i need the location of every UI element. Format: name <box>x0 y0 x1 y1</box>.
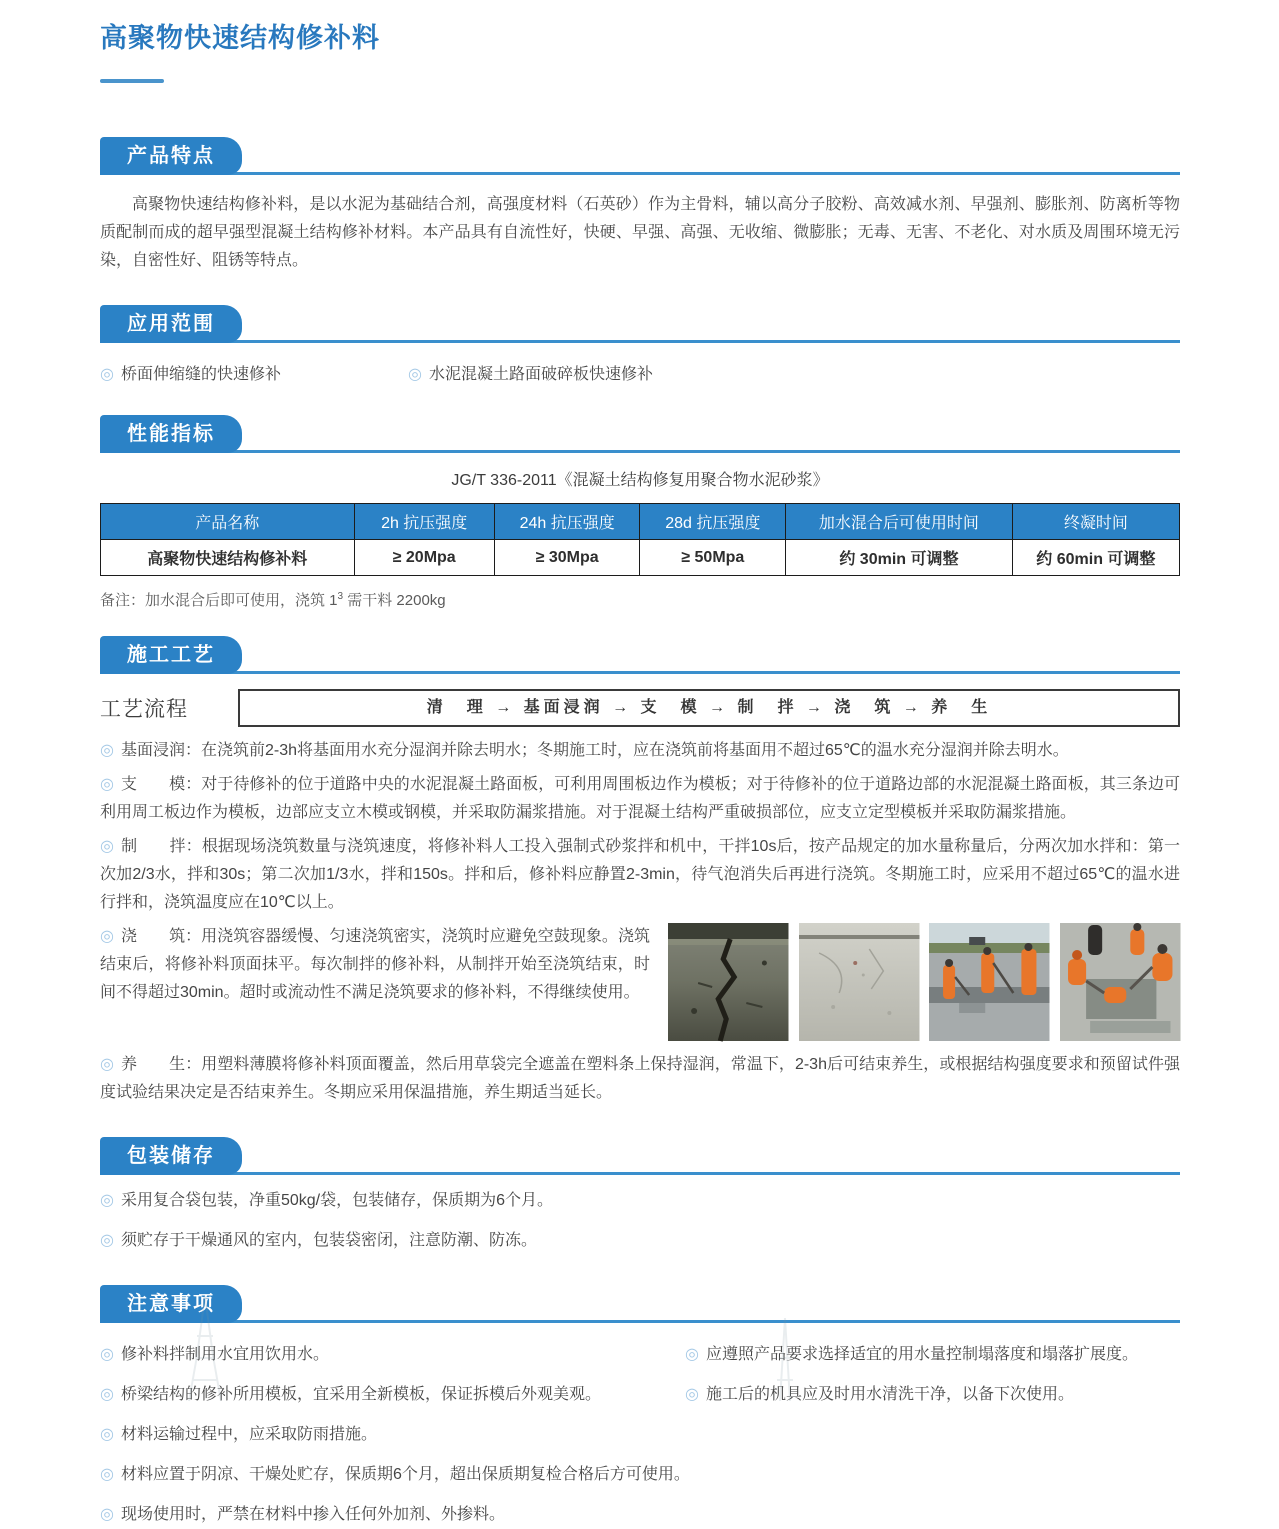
section-header-line <box>100 1172 1180 1175</box>
tower-watermark <box>770 1318 800 1406</box>
section-header <box>100 137 1180 175</box>
table-cell: 约 30min 可调整 <box>786 540 1013 576</box>
application-items <box>100 361 1180 389</box>
process-flow-row <box>100 689 1180 727</box>
features-paragraph: 高聚物快速结构修补料，是以水泥为基础结合剂，高强度材料（石英砂）作为主骨料，辅以高分子胶粉、高效减水剂、早强剂、膨胀剂、防离析等物质配制而成的超早强型混凝土结构修补材料。本产品具有自流性好，快硬、早强、高强、无收缩、微膨胀；无毒、无害、不老化、对水质及周围环境无污染，自密性好、阻锈等特点。 <box>100 196 1180 269</box>
concrete-surface-photo <box>799 923 920 1041</box>
section-heading-performance: 性能指标 <box>100 415 242 453</box>
storage-item-text: 须贮存于干燥通风的室内，包装袋密闭，注意防潮、防冻。 <box>120 1232 537 1249</box>
section-header-line <box>100 450 1180 453</box>
photo-strip <box>668 923 1180 1041</box>
process-step-soaking <box>100 737 1180 765</box>
process-step-formwork <box>100 771 1180 827</box>
application-item <box>408 361 653 389</box>
section-heading-application: 应用范围 <box>100 305 242 343</box>
process-step-text: 浇 筑：用浇筑容器缓慢、匀速浇筑密实，浇筑时应避免空鼓现象。浇筑结束后，将修补料顶面抹平。每次制拌的修补料，从制拌开始至浇筑结束，时间不得超过30min。超时或流动性不满足浇筑要求的修补料，不得继续使用。 <box>100 928 650 1001</box>
table-note <box>100 589 1180 610</box>
table-cell: ≥ 20Mpa <box>354 540 494 576</box>
page-title: 高聚物快速结构修补料 <box>100 23 380 53</box>
section-precautions <box>100 1285 1180 1529</box>
precautions-full-list <box>100 1421 1180 1529</box>
ring-bullet-icon: ◎ <box>100 1466 114 1483</box>
process-flow-label: 工艺流程 <box>100 698 188 721</box>
section-header <box>100 1137 1180 1175</box>
table-cell: ≥ 30Mpa <box>494 540 640 576</box>
storage-item <box>100 1227 1180 1255</box>
section-heading-process: 施工工艺 <box>100 636 242 674</box>
tower-watermark <box>175 1296 235 1406</box>
table-cell: ≥ 50Mpa <box>640 540 786 576</box>
precaution-item <box>685 1381 1180 1409</box>
ring-bullet-icon: ◎ <box>100 1192 114 1209</box>
ring-bullet-icon: ◎ <box>685 1386 699 1403</box>
process-step-text: 养 生：用塑料薄膜将修补料顶面覆盖，然后用草袋完全遮盖在塑料条上保持湿润，常温下，2-3h后可结束养生，或根据结构强度要求和预留试件强度试验结果决定是否结束养生。冬期应采用保温措施，养生期适当延长。 <box>100 1056 1180 1101</box>
storage-item-text: 采用复合袋包装，净重50kg/袋，包装储存，保质期为6个月。 <box>120 1192 554 1209</box>
section-header-line <box>100 671 1180 674</box>
note-superscript: 3 <box>337 591 344 602</box>
storage-item <box>100 1187 1180 1215</box>
note-text: 需干料 2200kg <box>343 592 446 609</box>
table-header-cell: 产品名称 <box>101 504 355 540</box>
ring-bullet-icon: ◎ <box>100 1426 114 1443</box>
precaution-item <box>100 1421 1180 1449</box>
precaution-item-text: 材料运输过程中，应采取防雨措施。 <box>120 1426 377 1443</box>
precaution-item <box>100 1501 1180 1529</box>
precautions-grid <box>100 1329 1180 1409</box>
section-header <box>100 305 1180 343</box>
patch-repair-crew-illustration <box>1060 923 1181 1041</box>
process-steps <box>100 737 1180 1107</box>
section-heading-precautions: 注意事项 <box>100 1285 242 1323</box>
ring-bullet-icon: ◎ <box>100 1346 114 1363</box>
precaution-item <box>100 1461 1180 1489</box>
section-heading-features: 产品特点 <box>100 137 242 175</box>
application-item-text: 水泥混凝土路面破碎板快速修补 <box>428 366 653 383</box>
table-cell: 约 60min 可调整 <box>1012 540 1179 576</box>
section-heading-storage: 包装储存 <box>100 1137 242 1175</box>
table-header-cell: 28d 抗压强度 <box>640 504 786 540</box>
precaution-item-text: 现场使用时，严禁在材料中掺入任何外加剂、外掺料。 <box>120 1506 505 1523</box>
precaution-item-text: 应遵照产品要求选择适宜的用水量控制塌落度和塌落扩展度。 <box>705 1346 1138 1363</box>
title-underline <box>100 79 164 83</box>
section-storage <box>100 1137 1180 1255</box>
cracked-pavement-photo <box>668 923 789 1041</box>
ring-bullet-icon: ◎ <box>100 776 115 793</box>
section-header-line <box>100 340 1180 343</box>
cracked-pavement-illustration <box>668 923 789 1041</box>
process-flow-box: 清 理 → 基面浸润 → 支 模 → 制 拌 → 浇 筑 → 养 生 <box>238 689 1180 727</box>
precaution-item-text: 施工后的机具应及时用水清洗干净，以备下次使用。 <box>705 1386 1074 1403</box>
ring-bullet-icon: ◎ <box>100 1506 114 1523</box>
standard-title: JG/T 336-2011《混凝土结构修复用聚合物水泥砂浆》 <box>451 472 829 489</box>
table-header-cell: 24h 抗压强度 <box>494 504 640 540</box>
ring-bullet-icon: ◎ <box>100 366 114 383</box>
table-header-row <box>101 504 1180 540</box>
ring-bullet-icon: ◎ <box>100 1232 114 1249</box>
section-header-line <box>100 1320 1180 1323</box>
ring-bullet-icon: ◎ <box>685 1346 699 1363</box>
tower-watermark-icon <box>770 1318 800 1401</box>
ring-bullet-icon: ◎ <box>100 928 114 945</box>
road-repair-crew-illustration <box>929 923 1050 1041</box>
section-application <box>100 305 1180 389</box>
note-text: 备注：加水混合后即可使用，浇筑 1 <box>100 592 338 609</box>
table-row <box>101 540 1180 576</box>
precaution-item-text: 材料应置于阴凉、干燥处贮存，保质期6个月，超出保质期复检合格后方可使用。 <box>120 1466 690 1483</box>
table-header-cell: 加水混合后可使用时间 <box>786 504 1013 540</box>
ring-bullet-icon: ◎ <box>100 1056 115 1073</box>
section-performance <box>100 415 1180 610</box>
ring-bullet-icon: ◎ <box>100 742 114 759</box>
precaution-item-text: 修补料拌制用水宜用饮用水。 <box>120 1346 329 1363</box>
section-process <box>100 636 1180 1107</box>
road-repair-crew-photo <box>929 923 1050 1041</box>
patch-repair-crew-photo <box>1060 923 1181 1041</box>
ring-bullet-icon: ◎ <box>408 366 422 383</box>
precaution-item <box>685 1341 1180 1369</box>
table-cell-product-name: 高聚物快速结构修补料 <box>101 540 355 576</box>
concrete-surface-illustration <box>799 923 920 1041</box>
process-step-curing <box>100 1051 1180 1107</box>
application-item <box>100 361 408 389</box>
table-header-cell: 终凝时间 <box>1012 504 1179 540</box>
ring-bullet-icon: ◎ <box>100 838 115 855</box>
application-item-text: 桥面伸缩缝的快速修补 <box>120 366 281 383</box>
performance-table <box>100 503 1180 576</box>
process-step-text: 基面浸润：在浇筑前2-3h将基面用水充分湿润并除去明水；冬期施工时，应在浇筑前将基面用不超过65℃的温水充分湿润并除去明水。 <box>120 742 1069 759</box>
table-header-cell: 2h 抗压强度 <box>354 504 494 540</box>
process-step-text: 制 拌：根据现场浇筑数量与浇筑速度，将修补料人工投入强制式砂浆拌和机中，干拌10s后，按产品规定的加水量称量后，分两次加水拌和：第一次加2/3水，拌和30s；第二次加1/3水，拌和150s。拌和后，修补料应静置2-3min，待气泡消失后再进行浇筑。冬期施工时，应采用不超过65℃的温水进行拌和，浇筑温度应在10℃以上。 <box>100 838 1180 911</box>
section-header <box>100 415 1180 453</box>
section-header <box>100 1285 1180 1323</box>
section-features <box>100 137 1180 275</box>
tower-watermark-icon <box>175 1296 235 1401</box>
precaution-item-text: 桥梁结构的修补所用模板，宜采用全新模板，保证拆模后外观美观。 <box>120 1386 601 1403</box>
ring-bullet-icon: ◎ <box>100 1386 114 1403</box>
section-header <box>100 636 1180 674</box>
process-step-mixing <box>100 833 1180 917</box>
section-header-line <box>100 172 1180 175</box>
process-step-text: 支 模：对于待修补的位于道路中央的水泥混凝土路面板，可利用周围板边作为模板；对于待修补的位于道路边部的水泥混凝土路面板，其三条边可利用周工板边作为模板，边部应支立木模或钢模，并采取防漏浆措施。对于混凝土结构严重破损部位，应支立定型模板并采取防漏浆措施。 <box>100 776 1180 821</box>
document-page <box>100 0 1180 1529</box>
